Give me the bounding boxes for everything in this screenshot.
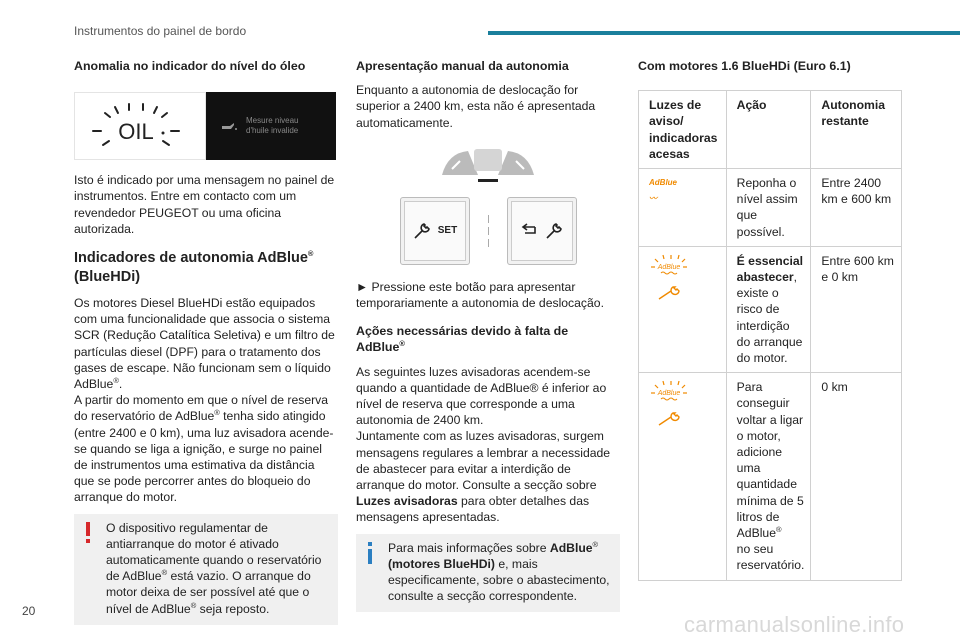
adblue-heading-main: Indicadores de autonomia AdBlue [74, 250, 308, 267]
table-row [639, 373, 902, 580]
oil-rays-icon [85, 101, 195, 151]
oil-can-icon [220, 120, 238, 132]
adblue-flashing-wrench-icon [649, 253, 689, 305]
adblue-reserve-rest: tenha sido atingido (entre 2400 e 0 km), uma luz avisadora acende-se quando se liga a ignição, e surge no painel de instrumentos uma estimativa da distância que se pode percorrer antes do bloqueio do arranque do motor. [74, 409, 334, 505]
info-note-adblue: AdBlue [549, 540, 593, 555]
back-wrench-button[interactable] [507, 197, 577, 265]
header-action: Ação [726, 91, 811, 169]
range-cell: 0 km [811, 373, 902, 580]
oil-word: OIL [118, 119, 154, 145]
adblue-reserve-text: A partir do momento em que o nível de reserva do reservatório de AdBlue [74, 393, 329, 424]
info-note-engines: (motores BlueHDi) [388, 556, 495, 571]
wrench-icon [412, 221, 432, 241]
reg-mark: ® [161, 568, 168, 578]
svg-text:AdBlue: AdBlue [657, 263, 681, 271]
info-note [356, 534, 620, 613]
svg-text:AdBlue: AdBlue [657, 390, 681, 398]
reg-mark: ® [399, 339, 405, 349]
warning-note-text: O dispositivo regulamentar de antiarranque do motor é ativado automaticamente quando o reservatório de AdBlue [106, 520, 322, 584]
action-bold: É essencial abastecer [736, 253, 804, 285]
press-button-text: ► Pressione este botão para apresentar temporariamente a autonomia de deslocação. [356, 279, 604, 311]
header-title: Instrumentos do painel de bordo [74, 24, 247, 38]
oil-message-line-1: Mesure niveau [246, 116, 299, 126]
actions-heading [356, 323, 620, 355]
info-note-rest: e, mais especificamente, sobre o abastecimento, consulte a secção correspondente. [388, 556, 610, 604]
header-lights: Luzes de aviso/ indicadoras acesas [639, 91, 727, 169]
exclamation-icon [84, 522, 92, 544]
header-accent-bar [488, 31, 960, 35]
steering-buttons [356, 197, 620, 265]
instrument-cluster-icon [438, 145, 538, 187]
set-button-label: SET [437, 224, 458, 236]
reg-mark: ® [190, 600, 197, 610]
warning-note-text-2: está vazio. O arranque do motor deixa de ser possível até que o nível de AdBlue [106, 569, 311, 616]
button-divider [488, 215, 489, 247]
warning-note-text-3: seja reposto. [196, 601, 270, 616]
autonomy-table [638, 90, 902, 580]
oil-message-line-2: d'huile invalide [246, 126, 299, 136]
wrench-icon [544, 221, 564, 241]
warning-lights-link: Luzes avisadoras [356, 494, 458, 509]
oil-indicator-figure [74, 92, 336, 160]
manual-range-heading: Apresentação manual da autonomia [356, 59, 569, 73]
oil-message-display [206, 92, 336, 160]
action-text-end: no seu reservatório. [736, 542, 805, 573]
lights-cell [639, 246, 727, 372]
reg-mark: ® [592, 539, 599, 549]
header-range: Autonomia restante [811, 91, 902, 169]
range-cell: Entre 2400 km e 600 km [811, 169, 902, 247]
action-cell: Reponha o nível assim que possível. [726, 169, 811, 247]
warning-lights-p2-end: para obter detalhes das mensagens apresentadas. [356, 494, 590, 525]
table-row [639, 169, 902, 247]
bluehdi-heading: Com motores 1.6 BlueHDi (Euro 6.1) [638, 59, 851, 73]
page-number: 20 [22, 604, 36, 618]
oil-anomaly-text: Isto é indicado por uma mensagem no painel de instrumentos. Entre em contacto com um revendedor PEUGEOT ou uma oficina autorizada. [74, 173, 335, 236]
action-text: Para conseguir voltar a ligar o motor, adicione uma quantidade mínima de 5 litros de AdBlue [736, 380, 804, 541]
column-2 [356, 58, 620, 612]
warning-note [74, 514, 338, 625]
adblue-intro-text: Os motores Diesel BlueHDi estão equipados com uma funcionalidade que associa o sistema SCR (Redução Catalítica Seletiva) e um filtro de partículas diesel (DPF) para o tratamento dos gases de escape. Não funcionam sem o líquido AdBlue [74, 296, 335, 392]
reg-mark: ® [113, 375, 119, 385]
warning-lights-p1: As seguintes luzes avisadoras acendem-se quando a quantidade de AdBlue® é inferior ao nível de reserva que corresponde a uma autonomia de 2400 km. [356, 364, 607, 428]
column-1 [74, 58, 338, 625]
adblue-intro [74, 295, 338, 506]
lights-cell [639, 169, 727, 247]
warning-lights-text [356, 364, 620, 526]
action-cell [726, 373, 811, 580]
table-row [639, 246, 902, 372]
reg-mark: ® [307, 249, 314, 259]
adblue-warning-icon: AdBlue 〰 [649, 178, 677, 204]
adblue-heading [74, 249, 338, 287]
oil-warning-display [74, 92, 206, 160]
warning-lights-p2: Juntamente com as luzes avisadoras, surgem mensagens regulares a lembrar a necessidade de abastecer para evitar a interdição de arranque do motor. Consulte a secção sobre [356, 429, 611, 493]
adblue-badge-text: AdBlue [649, 178, 677, 188]
action-cell [726, 246, 811, 372]
manual-range-text: Enquanto a autonomia de deslocação for superior a 2400 km, esta não é apresentada automaticamente. [356, 83, 596, 130]
set-button[interactable] [400, 197, 470, 265]
steering-wheel-figure [356, 145, 620, 187]
reg-mark: ® [214, 408, 220, 418]
reg-mark: ® [775, 525, 782, 535]
adblue-flashing-wrench-icon [649, 379, 689, 431]
range-cell: Entre 600 km e 0 km [811, 246, 902, 372]
watermark: carmanualsonline.info [684, 612, 905, 637]
return-arrow-icon [520, 223, 538, 239]
adblue-intro-end: . [118, 377, 123, 392]
table-header-row [639, 91, 902, 169]
column-3 [638, 58, 902, 581]
lights-cell [639, 373, 727, 580]
info-note-text: Para mais informações sobre [388, 540, 550, 555]
action-rest: , existe o risco de interdição do arranque do motor. [736, 270, 803, 366]
adblue-heading-sub: (BlueHDi) [74, 269, 141, 286]
oil-anomaly-heading: Anomalia no indicador do nível do óleo [74, 59, 306, 73]
actions-heading-adblue: AdBlue [356, 340, 400, 355]
actions-heading-text: Ações necessárias devido à falta de [356, 324, 569, 339]
info-icon [366, 542, 374, 564]
